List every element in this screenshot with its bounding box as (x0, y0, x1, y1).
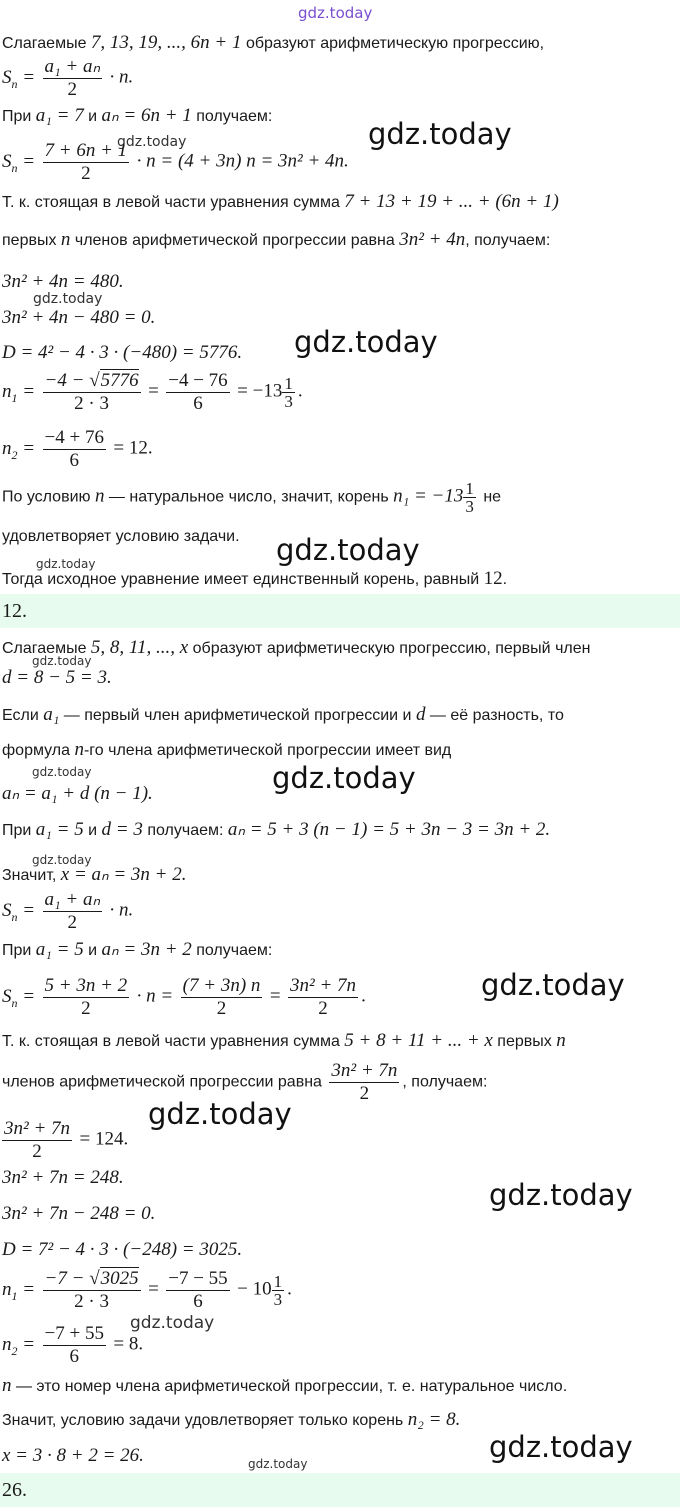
watermark: gdz.today (148, 1097, 292, 1131)
math: a₁ = 5 (35, 819, 84, 840)
text: — натуральное число, значит, корень (104, 488, 394, 506)
math: x = aₙ = 3n + 2. (60, 864, 187, 885)
denominator: 2 (81, 998, 91, 1019)
text-line (2, 33, 544, 54)
watermark-small: gdz.today (36, 557, 96, 571)
math: $n_2$ = (2, 437, 36, 462)
denominator: 3 (273, 1290, 283, 1309)
math: aₙ = 5 + 3 (n − 1) = 5 + 3n − 3 = 3n + 2. (227, 819, 551, 840)
numerator: −4 − √5776 (44, 370, 139, 391)
text: , получаем: (465, 232, 551, 249)
text-line (2, 705, 564, 726)
denominator: 2 (67, 79, 78, 100)
text: первых (2, 232, 61, 249)
watermark-top: gdz.today (298, 4, 373, 22)
watermark-small: gdz.today (32, 654, 92, 668)
equation: d = 8 − 5 = 3. (2, 667, 112, 688)
math: · n. (109, 899, 134, 921)
text: −7 − (44, 1268, 90, 1289)
text-line (2, 106, 272, 127)
math: 12 (483, 568, 503, 589)
numerator: 1 (465, 479, 474, 498)
watermark: gdz.today (489, 1178, 633, 1212)
text: и (83, 822, 102, 839)
text-line (2, 1060, 487, 1105)
math: d (415, 704, 426, 725)
fraction (43, 1268, 141, 1313)
numerator: −7 − 55 (168, 1268, 228, 1289)
fraction (272, 1273, 285, 1308)
denominator: 2 (318, 998, 328, 1019)
denominator: 6 (193, 393, 203, 414)
text-line (2, 740, 451, 761)
formula-sum-2 (2, 140, 349, 185)
equation: 3n² + 4n − 480 = 0. (2, 307, 156, 328)
text-line (2, 638, 590, 659)
denominator: 2 (216, 998, 227, 1019)
math: n (74, 739, 84, 760)
fraction (43, 370, 141, 415)
text: первых (492, 1033, 557, 1050)
text-line (2, 480, 501, 515)
text-line (2, 1031, 566, 1052)
text: При (2, 108, 36, 125)
text: Тогда исходное уравнение имеет единственный корень, равный (2, 571, 484, 588)
denominator: 6 (193, 1291, 203, 1312)
formula-sum-2 (2, 975, 366, 1020)
text: и (83, 108, 102, 125)
text: Т. к. стоящая в левой части уравнения сумма (2, 194, 345, 211)
radicand: 3025 (100, 1268, 139, 1289)
text-line (2, 820, 550, 841)
watermark: gdz.today (481, 968, 625, 1002)
text: Т. к. стоящая в левой части уравнения сумма (2, 1033, 345, 1050)
math: = (148, 380, 159, 402)
numerator: 3n² + 7n (331, 1060, 398, 1081)
equation: D = 4² − 4 · 3 · (−480) = 5776. (2, 342, 243, 363)
numerator: −4 − 76 (168, 370, 228, 391)
text: образуют арифметическую прогрессию, (241, 35, 545, 52)
math: . (361, 985, 366, 1007)
text: При (2, 822, 36, 839)
numerator: 7 + 6n + 1 (44, 140, 128, 161)
fraction (43, 427, 106, 472)
math: n₁ = −13 (393, 485, 464, 507)
text-line (2, 230, 550, 251)
math: n₂ = 8. (407, 1409, 461, 1430)
math: 3n² + 4n (399, 229, 466, 250)
math: d = 3 (101, 819, 143, 840)
numerator: 1 (284, 374, 293, 393)
text: получаем: (191, 108, 273, 125)
text: -го члена арифметической прогрессии имеет вид (83, 742, 452, 759)
math: $n_1$ = (2, 1278, 36, 1303)
watermark: gdz.today (368, 117, 512, 151)
math: $n_2$ = (2, 1333, 36, 1358)
text: и (83, 942, 102, 959)
text: членов арифметической прогрессии равна (2, 1073, 327, 1091)
watermark-small: gdz.today (33, 291, 103, 307)
denominator: 2 (67, 912, 78, 933)
text: , получаем: (402, 1073, 488, 1091)
numerator: a₁ + aₙ (44, 56, 101, 77)
text: . (502, 571, 508, 588)
fraction (329, 1060, 399, 1105)
denominator: 2 (32, 1141, 42, 1162)
text: При (2, 942, 36, 959)
equation: x = 3 · 8 + 2 = 26. (2, 1445, 144, 1466)
answer: 12. (2, 600, 27, 622)
fraction (43, 1323, 106, 1368)
root-n2 (2, 427, 153, 472)
text: Значит, (2, 867, 61, 884)
fraction (463, 480, 476, 515)
numerator: −4 + 76 (44, 427, 104, 448)
root-n1 (2, 370, 303, 415)
numerator: −7 + 55 (44, 1323, 104, 1344)
math: 7 + 13 + 19 + ... + (6n + 1) (344, 191, 559, 212)
equation: 3n² + 7n − 248 = 0. (2, 1203, 156, 1224)
watermark-small: gdz.today (117, 134, 187, 150)
denominator: 2 (359, 1083, 370, 1104)
math: n (556, 1030, 566, 1051)
watermark: gdz.today (489, 1430, 633, 1464)
equation: 3n² + 7n = 248. (2, 1167, 124, 1188)
math: 7, 13, 19, ..., 6n + 1 (90, 32, 242, 53)
text: получаем: (191, 942, 273, 959)
math: a₁ = 7 (35, 105, 84, 126)
formula-sum (2, 889, 133, 934)
equation-fraction (2, 1118, 128, 1163)
radicand: 5776 (100, 370, 139, 391)
text: — это номер члена арифметической прогрессии, т. е. натуральное число. (11, 1378, 568, 1395)
fraction (166, 370, 229, 415)
math: 5 + 8 + 11 + ... + x (344, 1030, 493, 1051)
fraction (282, 375, 295, 410)
numerator: 3n² + 7n (4, 1118, 71, 1139)
text: получаем: (142, 822, 228, 839)
watermark-small: gdz.today (130, 1313, 215, 1333)
denominator: 2 (81, 163, 91, 184)
numerator: a₁ + aₙ (44, 889, 101, 910)
root-n1 (2, 1268, 292, 1313)
math: . (297, 380, 303, 402)
equation: D = 7² − 4 · 3 · (−248) = 3025. (2, 1239, 243, 1260)
math: n (60, 229, 71, 250)
math: a₁ (43, 704, 60, 725)
numerator: 1 (273, 1272, 283, 1291)
answer: 26. (2, 1479, 27, 1501)
math: = −13 (237, 380, 283, 402)
math: . (287, 1278, 292, 1300)
watermark-small: gdz.today (32, 765, 92, 779)
text: членов арифметической прогрессии равна (70, 232, 400, 249)
text: — первый член арифметической прогрессии и (59, 707, 416, 724)
text-line (2, 865, 186, 886)
math: aₙ = 6n + 1 (101, 105, 192, 126)
formula-sum (2, 56, 133, 101)
math: aₙ = 3n + 2 (101, 939, 192, 960)
math: $S_n$ = (2, 899, 36, 924)
math: = 12. (113, 437, 153, 459)
text-line (2, 569, 507, 590)
math: = (148, 1278, 159, 1300)
math: = (269, 985, 281, 1007)
text: формула (2, 742, 75, 759)
numerator: 5 + 3n + 2 (44, 975, 128, 996)
denominator: 2 · 3 (74, 1291, 109, 1312)
watermark: gdz.today (294, 325, 438, 359)
math: · n = (4 + 3n) n = 3n² + 4n. (136, 150, 349, 172)
answer-band (0, 1473, 680, 1507)
math: $S_n$ = (2, 985, 36, 1010)
fraction (43, 56, 103, 101)
math: $S_n$ = (2, 66, 36, 91)
fraction (43, 889, 103, 934)
math: − 10 (237, 1278, 272, 1300)
math: $n_1$ = (2, 380, 36, 405)
watermark: gdz.today (272, 761, 416, 795)
text-line (2, 1376, 567, 1397)
numerator: 3n² + 7n (290, 975, 357, 996)
math: = 8. (113, 1333, 144, 1355)
watermark-small: gdz.today (32, 853, 92, 867)
equation: aₙ = a₁ + d (n − 1). (2, 783, 153, 804)
fraction (2, 1118, 72, 1163)
fraction (43, 975, 130, 1020)
math: $S_n$ = (2, 150, 36, 175)
denominator: 6 (69, 450, 79, 471)
text: не (478, 488, 502, 506)
equation: 3n² + 4n = 480. (2, 271, 124, 292)
watermark: gdz.today (276, 533, 420, 567)
fraction (288, 975, 358, 1020)
fraction (181, 975, 263, 1020)
text: Значит, условию задачи удовлетворяет только корень (2, 1412, 408, 1429)
denominator: 3 (284, 392, 293, 411)
denominator: 6 (69, 1346, 79, 1367)
text-line (2, 940, 272, 961)
text: — её разность, то (425, 707, 564, 724)
numerator: (7 + 3n) n (182, 975, 261, 996)
math: a₁ = 5 (35, 939, 84, 960)
text-line (2, 1410, 460, 1431)
text: По условию (2, 488, 95, 506)
math: = 124. (79, 1128, 129, 1150)
denominator: 3 (465, 497, 474, 516)
text-line: удовлетворяет условию задачи. (2, 528, 240, 545)
fraction (43, 140, 130, 185)
text-line (2, 192, 559, 213)
text: Если (2, 707, 44, 724)
text: Слагаемые (2, 35, 91, 52)
denominator: 2 · 3 (74, 393, 109, 414)
numerator: −7 − √3025 (44, 1268, 139, 1289)
answer-band (0, 594, 680, 628)
text: образуют арифметическую прогрессию, первый член (188, 640, 591, 657)
fraction (166, 1268, 229, 1313)
text: −4 − (44, 370, 90, 391)
math: 5, 8, 11, ..., x (90, 637, 189, 658)
root-n2 (2, 1323, 143, 1368)
text: Слагаемые (2, 640, 91, 657)
math: · n. (109, 66, 134, 88)
math: · n = (136, 985, 174, 1007)
watermark-small: gdz.today (248, 1457, 308, 1471)
math: n (94, 485, 105, 507)
math: n (2, 1375, 12, 1396)
